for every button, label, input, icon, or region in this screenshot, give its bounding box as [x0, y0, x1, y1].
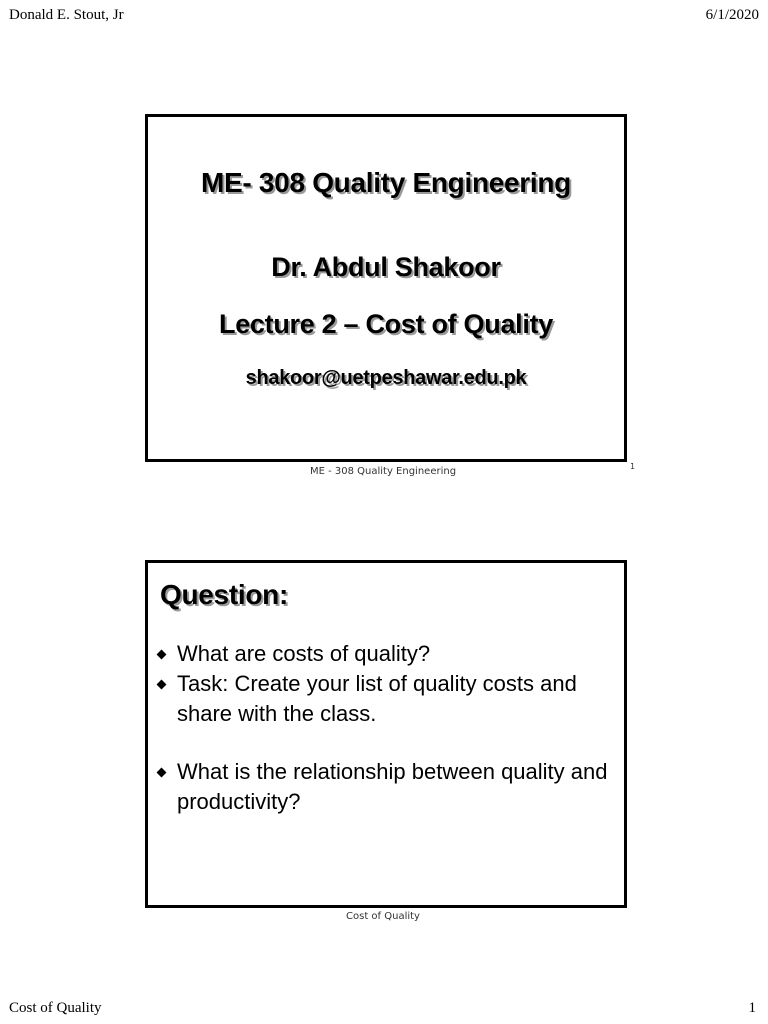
header-date: 6/1/2020: [705, 7, 759, 23]
slide-2-footer: Cost of Quality: [346, 911, 420, 922]
diamond-bullet-icon: [157, 768, 167, 778]
page-number: 1: [748, 1000, 756, 1016]
bullet-text: Task: Create your list of quality costs and share with the class.: [177, 671, 577, 726]
slide-author: Dr. Abdul Shakoor: [271, 252, 501, 282]
bullet-text: What is the relationship between quality and productivity?: [177, 759, 608, 814]
diamond-bullet-icon: [157, 650, 167, 660]
slide-2: [145, 560, 627, 908]
bullet-item: [158, 669, 618, 729]
header-author: Donald E. Stout, Jr: [9, 7, 124, 23]
slide-1-footer: ME - 308 Quality Engineering: [309, 466, 457, 477]
slide-title: ME- 308 Quality Engineering: [201, 167, 571, 198]
slide-lecture: Lecture 2 – Cost of Quality: [219, 309, 553, 339]
bullet-list: [158, 639, 618, 817]
slide-email: shakoor@uetpeshawar.edu.pk: [245, 367, 527, 389]
bullet-text: What are costs of quality?: [177, 641, 431, 666]
slide-heading: Question:: [160, 579, 288, 610]
slide-1-number: 1: [630, 462, 636, 471]
bullet-item: [158, 639, 618, 669]
bullet-item: [158, 757, 618, 817]
footer-title: Cost of Quality: [9, 1000, 102, 1016]
diamond-bullet-icon: [157, 680, 167, 690]
slide-1: [145, 114, 627, 462]
